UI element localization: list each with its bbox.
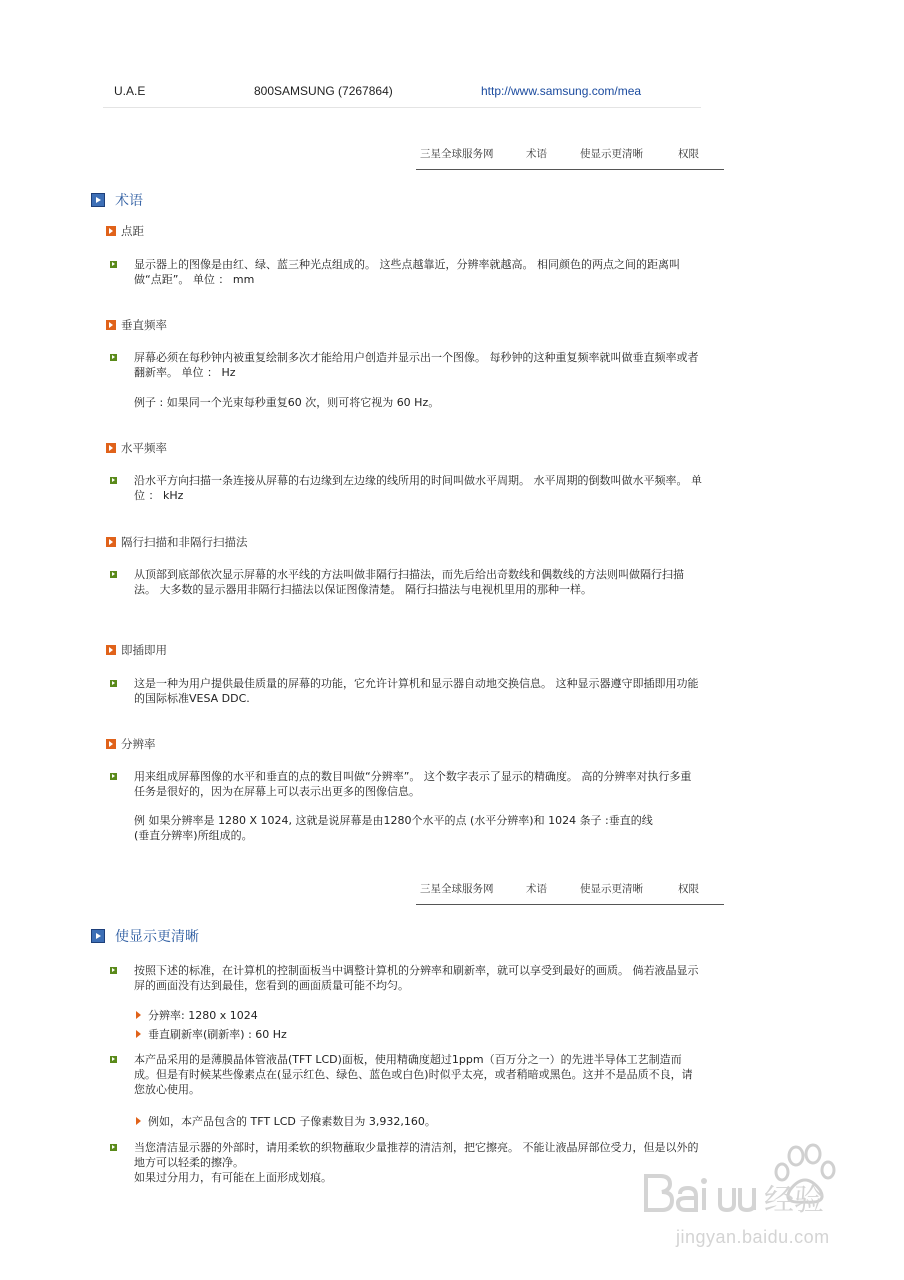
contact-phone: 800SAMSUNG (7267864) xyxy=(254,84,393,98)
paragraph-example: 例 如果分辨率是 1280 X 1024, 这就是说屏幕是由1280个水平的点 (水平分辨率)和 1024 条子 :垂直的线(垂直分辨率)所组成的。 xyxy=(134,814,653,842)
paragraph-example: 例子 : 如果同一个光束每秒重复60 次，则可将它视为 60 Hz。 xyxy=(134,396,440,409)
subsection-arrow-icon xyxy=(106,443,116,453)
arrow-bullet-icon xyxy=(136,1011,141,1019)
bullet-icon xyxy=(110,261,117,268)
bullet-icon xyxy=(110,354,117,361)
subsection-title-resolution: 分辨率 xyxy=(106,737,156,752)
nav-link-clear-display[interactable]: 使显示更清晰 xyxy=(580,148,643,160)
arrow-bullet-icon xyxy=(136,1030,141,1038)
subsection-arrow-icon xyxy=(106,320,116,330)
paragraph: 显示器上的图像是由红、绿、蓝三种光点组成的。 这些点越靠近，分辨率就越高。 相同颜色的两点之间的距离叫做“点距”。 单位 ： mm xyxy=(134,258,680,286)
baidu-jingyan-watermark xyxy=(640,1142,860,1272)
paragraph: 按照下述的标准，在计算机的控制面板当中调整计算机的分辨率和刷新率，就可以享受到最好的画质。 倘若液晶显示屏的画面没有达到最佳，您看到的画面质量可能不均匀。 xyxy=(134,964,699,992)
bullet-icon xyxy=(110,477,117,484)
section-title-clear-display: 使显示更清晰 xyxy=(91,929,199,945)
sub-item-resolution: 分辨率: 1280 x 1024 xyxy=(148,1009,258,1022)
subsection-title-dot-pitch: 点距 xyxy=(106,224,144,239)
section-arrow-icon xyxy=(91,193,105,207)
section-nav-top xyxy=(416,147,724,170)
paragraph: 这是一种为用户提供最佳质量的屏幕的功能，它允许计算机和显示器自动地交换信息。 这种显示器遵守即插即用功能的国际标准VESA DDC. xyxy=(134,677,699,705)
paragraph: 用来组成屏幕图像的水平和垂直的点的数目叫做“分辨率”。 这个数字表示了显示的精确度。 高的分辨率对执行多重任务是很好的，因为在屏幕上可以表示出更多的图像信息。 xyxy=(134,770,692,798)
section-arrow-icon xyxy=(91,929,105,943)
bullet-icon xyxy=(110,571,117,578)
subsection-title-horizontal-frequency: 水平频率 xyxy=(106,441,167,456)
bullet-icon xyxy=(110,1144,117,1151)
subsection-arrow-icon xyxy=(106,645,116,655)
nav-link-terms[interactable]: 术语 xyxy=(526,883,547,895)
section-nav-bottom xyxy=(416,882,724,905)
nav-link-terms[interactable]: 术语 xyxy=(526,148,547,160)
paragraph: 本产品采用的是薄膜晶体管液晶(TFT LCD)面板，使用精确度超过1ppm（百万分之一）的先进半导体工艺制造而成。但是有时候某些像素点在(显示红色、绿色、蓝色或白色)时似乎太亮，或者稍暗或黑色。这并不是品质不良，请您放心使用。 xyxy=(134,1053,693,1096)
arrow-bullet-icon xyxy=(136,1117,141,1125)
subsection-title-vertical-frequency: 垂直频率 xyxy=(106,318,167,333)
nav-link-clear-display[interactable]: 使显示更清晰 xyxy=(580,883,643,895)
nav-link-rights[interactable]: 权限 xyxy=(678,883,699,895)
subsection-arrow-icon xyxy=(106,226,116,236)
bullet-icon xyxy=(110,967,117,974)
paragraph: 当您清洁显示器的外部时，请用柔软的织物蘸取少量推荐的清洁剂，把它擦亮。 不能让液晶屏部位受力，但是以外的地方可以轻柔的擦净。 xyxy=(134,1141,699,1169)
sub-item-refresh-rate: 垂直刷新率(刷新率) : 60 Hz xyxy=(148,1028,287,1041)
bullet-icon xyxy=(110,773,117,780)
contact-url-link[interactable]: http://www.samsung.com/mea xyxy=(481,84,642,98)
bullet-icon xyxy=(110,680,117,687)
contact-country: U.A.E xyxy=(114,84,146,98)
nav-link-global-service[interactable]: 三星全球服务网 xyxy=(420,148,494,160)
paragraph: 从顶部到底部依次显示屏幕的水平线的方法叫做非隔行扫描法，而先后给出奇数线和偶数线的方法则叫做隔行扫描法。 大多数的显示器用非隔行扫描法以保证图像清楚。 隔行扫描法与电视机里用的那种一样。 xyxy=(134,568,684,596)
subsection-title-interlace: 隔行扫描和非隔行扫描法 xyxy=(106,535,248,550)
bullet-icon xyxy=(110,1056,117,1063)
paragraph: 屏幕必须在每秒钟内被重复绘制多次才能给用户创造并显示出一个图像。 每秒钟的这种重复频率就叫做垂直频率或者翻新率。 单位 ： Hz xyxy=(134,351,699,379)
watermark-url: jingyan.baidu.com xyxy=(676,1227,830,1247)
nav-link-rights[interactable]: 权限 xyxy=(678,148,699,160)
subsection-arrow-icon xyxy=(106,537,116,547)
watermark-logo-text: 经验 xyxy=(764,1183,824,1218)
nav-link-global-service[interactable]: 三星全球服务网 xyxy=(420,883,494,895)
section-title-terms: 术语 xyxy=(91,193,143,209)
subsection-title-plug-and-play: 即插即用 xyxy=(106,643,167,658)
paragraph-note: 如果过分用力，有可能在上面形成划痕。 xyxy=(134,1171,332,1184)
divider xyxy=(103,107,701,108)
subsection-arrow-icon xyxy=(106,739,116,749)
paragraph: 沿水平方向扫描一条连接从屏幕的右边缘到左边缘的线所用的时间叫做水平周期。 水平周期的倒数叫做水平频率。 单位 ： kHz xyxy=(134,474,702,502)
sub-item-subpixels: 例如，本产品包含的 TFT LCD 子像素数目为 3,932,160。 xyxy=(148,1115,436,1128)
